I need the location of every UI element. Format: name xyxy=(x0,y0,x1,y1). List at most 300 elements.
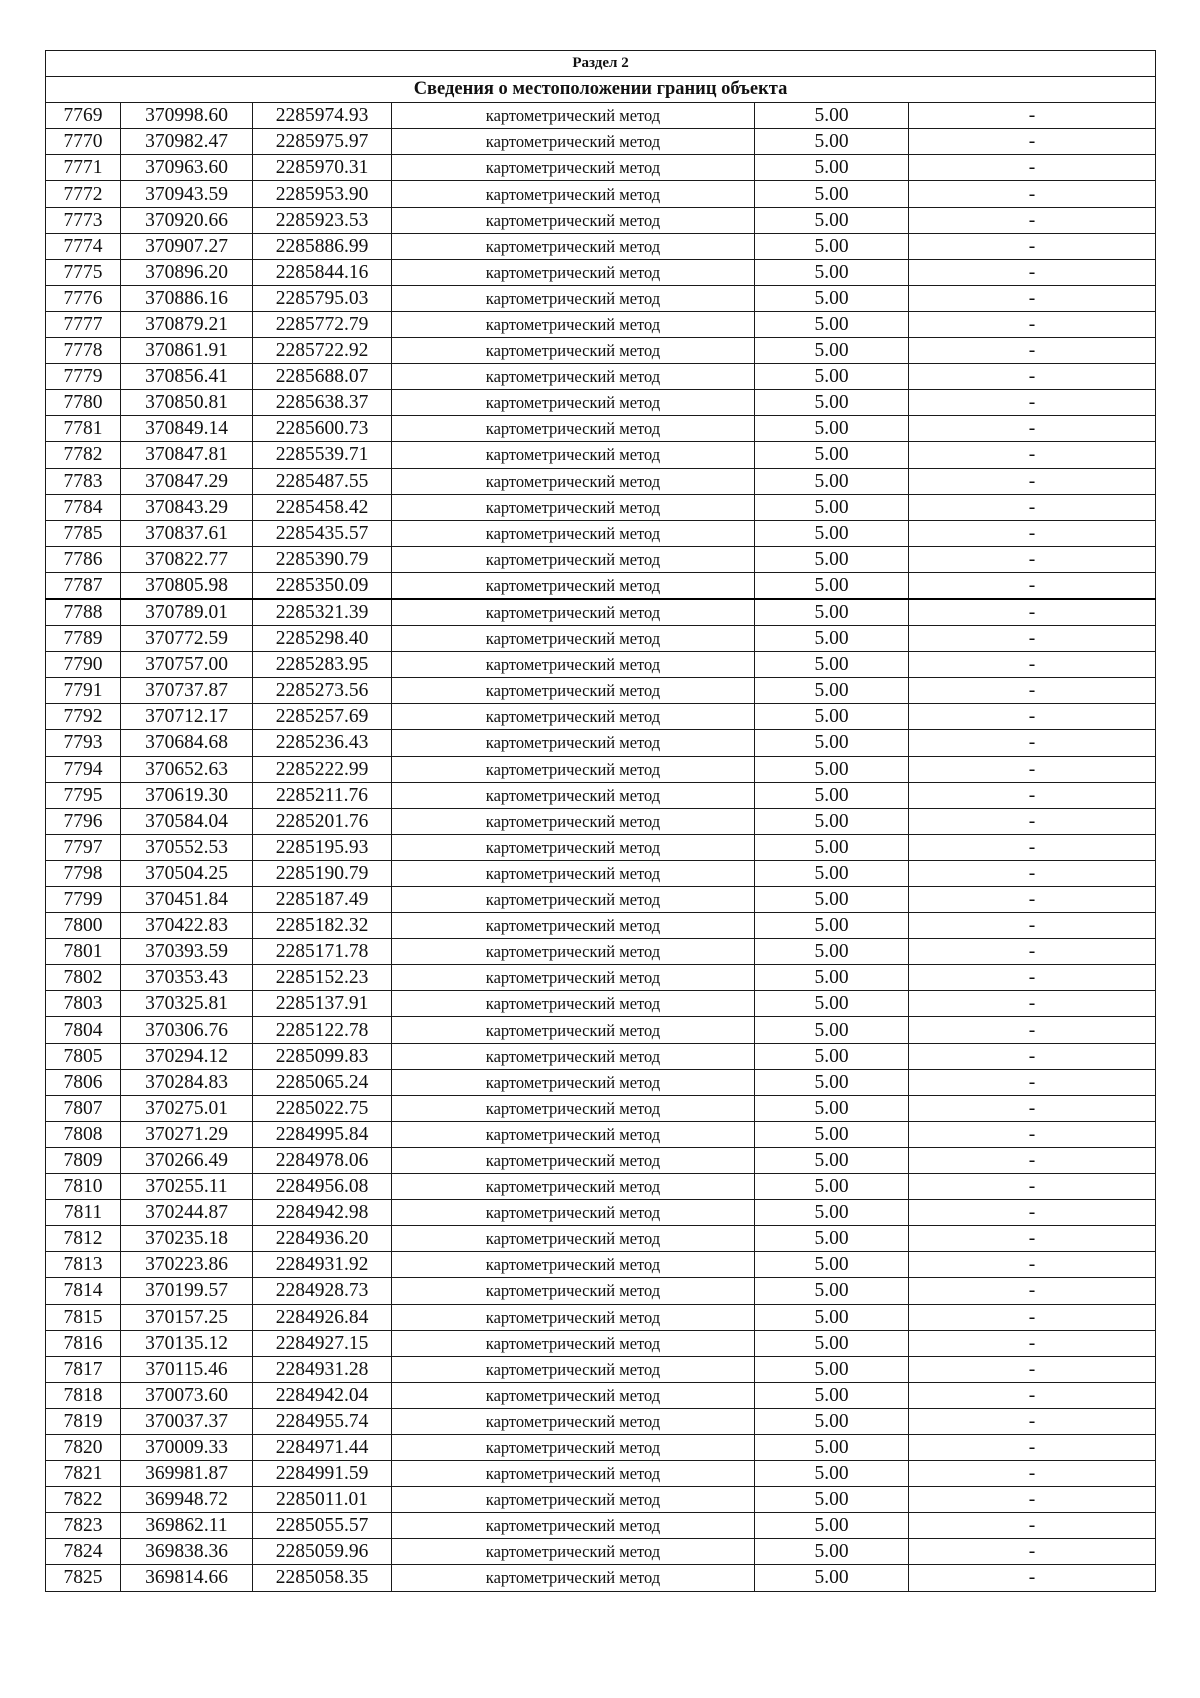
accuracy-cell: 5.00 xyxy=(755,442,909,468)
note-cell: - xyxy=(909,1461,1156,1487)
method-cell: картометрический метод xyxy=(392,494,755,520)
x-coordinate-cell: 370135.12 xyxy=(121,1330,253,1356)
x-coordinate-cell: 370684.68 xyxy=(121,730,253,756)
accuracy-cell: 5.00 xyxy=(755,1278,909,1304)
x-coordinate-cell: 370847.81 xyxy=(121,442,253,468)
accuracy-cell: 5.00 xyxy=(755,808,909,834)
method-cell: картометрический метод xyxy=(392,1539,755,1565)
x-coordinate-cell: 369948.72 xyxy=(121,1487,253,1513)
point-number-cell: 7808 xyxy=(46,1121,121,1147)
x-coordinate-cell: 370325.81 xyxy=(121,991,253,1017)
method-cell: картометрический метод xyxy=(392,782,755,808)
note-cell: - xyxy=(909,416,1156,442)
note-cell: - xyxy=(909,782,1156,808)
x-coordinate-cell: 370009.33 xyxy=(121,1434,253,1460)
note-cell: - xyxy=(909,652,1156,678)
method-cell: картометрический метод xyxy=(392,860,755,886)
method-cell: картометрический метод xyxy=(392,468,755,494)
accuracy-cell: 5.00 xyxy=(755,887,909,913)
accuracy-cell: 5.00 xyxy=(755,626,909,652)
table-row xyxy=(46,756,1156,782)
note-cell: - xyxy=(909,520,1156,546)
table-row xyxy=(46,887,1156,913)
accuracy-cell: 5.00 xyxy=(755,364,909,390)
accuracy-cell: 5.00 xyxy=(755,181,909,207)
method-cell: картометрический метод xyxy=(392,129,755,155)
accuracy-cell: 5.00 xyxy=(755,494,909,520)
accuracy-cell: 5.00 xyxy=(755,1356,909,1382)
point-number-cell: 7772 xyxy=(46,181,121,207)
x-coordinate-cell: 370353.43 xyxy=(121,965,253,991)
point-number-cell: 7818 xyxy=(46,1382,121,1408)
accuracy-cell: 5.00 xyxy=(755,1330,909,1356)
note-cell: - xyxy=(909,390,1156,416)
accuracy-cell: 5.00 xyxy=(755,1121,909,1147)
accuracy-cell: 5.00 xyxy=(755,1043,909,1069)
note-cell: - xyxy=(909,887,1156,913)
section-header-row xyxy=(46,51,1156,77)
accuracy-cell: 5.00 xyxy=(755,129,909,155)
y-coordinate-cell: 2285539.71 xyxy=(253,442,392,468)
x-coordinate-cell: 370199.57 xyxy=(121,1278,253,1304)
x-coordinate-cell: 370822.77 xyxy=(121,546,253,572)
note-cell: - xyxy=(909,468,1156,494)
accuracy-cell: 5.00 xyxy=(755,704,909,730)
table-row xyxy=(46,1017,1156,1043)
y-coordinate-cell: 2285600.73 xyxy=(253,416,392,442)
point-number-cell: 7819 xyxy=(46,1408,121,1434)
accuracy-cell: 5.00 xyxy=(755,965,909,991)
method-cell: картометрический метод xyxy=(392,1513,755,1539)
x-coordinate-cell: 370552.53 xyxy=(121,834,253,860)
note-cell: - xyxy=(909,860,1156,886)
accuracy-cell: 5.00 xyxy=(755,233,909,259)
table-row xyxy=(46,364,1156,390)
y-coordinate-cell: 2285152.23 xyxy=(253,965,392,991)
y-coordinate-cell: 2285975.97 xyxy=(253,129,392,155)
note-cell: - xyxy=(909,756,1156,782)
point-number-cell: 7802 xyxy=(46,965,121,991)
note-cell: - xyxy=(909,678,1156,704)
y-coordinate-cell: 2285273.56 xyxy=(253,678,392,704)
x-coordinate-cell: 370115.46 xyxy=(121,1356,253,1382)
y-coordinate-cell: 2285390.79 xyxy=(253,546,392,572)
y-coordinate-cell: 2285195.93 xyxy=(253,834,392,860)
y-coordinate-cell: 2285795.03 xyxy=(253,285,392,311)
y-coordinate-cell: 2285458.42 xyxy=(253,494,392,520)
note-cell: - xyxy=(909,207,1156,233)
table-row xyxy=(46,599,1156,626)
x-coordinate-cell: 370847.29 xyxy=(121,468,253,494)
x-coordinate-cell: 370294.12 xyxy=(121,1043,253,1069)
x-coordinate-cell: 370266.49 xyxy=(121,1147,253,1173)
y-coordinate-cell: 2285055.57 xyxy=(253,1513,392,1539)
method-cell: картометрический метод xyxy=(392,338,755,364)
y-coordinate-cell: 2285122.78 xyxy=(253,1017,392,1043)
method-cell: картометрический метод xyxy=(392,390,755,416)
y-coordinate-cell: 2285844.16 xyxy=(253,259,392,285)
table-row xyxy=(46,311,1156,337)
point-number-cell: 7825 xyxy=(46,1565,121,1591)
note-cell: - xyxy=(909,913,1156,939)
accuracy-cell: 5.00 xyxy=(755,939,909,965)
method-cell: картометрический метод xyxy=(392,626,755,652)
y-coordinate-cell: 2285974.93 xyxy=(253,103,392,129)
note-cell: - xyxy=(909,808,1156,834)
x-coordinate-cell: 370896.20 xyxy=(121,259,253,285)
method-cell: картометрический метод xyxy=(392,1408,755,1434)
table-row xyxy=(46,1069,1156,1095)
table-row xyxy=(46,285,1156,311)
method-cell: картометрический метод xyxy=(392,1043,755,1069)
note-cell: - xyxy=(909,1513,1156,1539)
method-cell: картометрический метод xyxy=(392,311,755,337)
x-coordinate-cell: 370306.76 xyxy=(121,1017,253,1043)
method-cell: картометрический метод xyxy=(392,756,755,782)
point-number-cell: 7796 xyxy=(46,808,121,834)
note-cell: - xyxy=(909,259,1156,285)
note-cell: - xyxy=(909,233,1156,259)
x-coordinate-cell: 370393.59 xyxy=(121,939,253,965)
x-coordinate-cell: 369981.87 xyxy=(121,1461,253,1487)
method-cell: картометрический метод xyxy=(392,207,755,233)
x-coordinate-cell: 369838.36 xyxy=(121,1539,253,1565)
accuracy-cell: 5.00 xyxy=(755,1408,909,1434)
table-row xyxy=(46,1513,1156,1539)
y-coordinate-cell: 2284991.59 xyxy=(253,1461,392,1487)
point-number-cell: 7812 xyxy=(46,1226,121,1252)
y-coordinate-cell: 2284936.20 xyxy=(253,1226,392,1252)
x-coordinate-cell: 370837.61 xyxy=(121,520,253,546)
accuracy-cell: 5.00 xyxy=(755,678,909,704)
y-coordinate-cell: 2285182.32 xyxy=(253,913,392,939)
method-cell: картометрический метод xyxy=(392,834,755,860)
point-number-cell: 7780 xyxy=(46,390,121,416)
x-coordinate-cell: 370073.60 xyxy=(121,1382,253,1408)
method-cell: картометрический метод xyxy=(392,1330,755,1356)
accuracy-cell: 5.00 xyxy=(755,913,909,939)
table-row xyxy=(46,704,1156,730)
note-cell: - xyxy=(909,704,1156,730)
note-cell: - xyxy=(909,626,1156,652)
table-row xyxy=(46,808,1156,834)
y-coordinate-cell: 2285022.75 xyxy=(253,1095,392,1121)
x-coordinate-cell: 370943.59 xyxy=(121,181,253,207)
x-coordinate-cell: 370737.87 xyxy=(121,678,253,704)
note-cell: - xyxy=(909,1408,1156,1434)
x-coordinate-cell: 370652.63 xyxy=(121,756,253,782)
y-coordinate-cell: 2284971.44 xyxy=(253,1434,392,1460)
accuracy-cell: 5.00 xyxy=(755,1147,909,1173)
x-coordinate-cell: 370998.60 xyxy=(121,103,253,129)
note-cell: - xyxy=(909,939,1156,965)
point-number-cell: 7816 xyxy=(46,1330,121,1356)
accuracy-cell: 5.00 xyxy=(755,756,909,782)
accuracy-cell: 5.00 xyxy=(755,338,909,364)
y-coordinate-cell: 2285059.96 xyxy=(253,1539,392,1565)
point-number-cell: 7787 xyxy=(46,572,121,599)
note-cell: - xyxy=(909,1095,1156,1121)
x-coordinate-cell: 370856.41 xyxy=(121,364,253,390)
x-coordinate-cell: 370886.16 xyxy=(121,285,253,311)
x-coordinate-cell: 370235.18 xyxy=(121,1226,253,1252)
note-cell: - xyxy=(909,1434,1156,1460)
accuracy-cell: 5.00 xyxy=(755,468,909,494)
note-cell: - xyxy=(909,572,1156,599)
note-cell: - xyxy=(909,1356,1156,1382)
point-number-cell: 7786 xyxy=(46,546,121,572)
point-number-cell: 7820 xyxy=(46,1434,121,1460)
method-cell: картометрический метод xyxy=(392,1147,755,1173)
accuracy-cell: 5.00 xyxy=(755,546,909,572)
point-number-cell: 7793 xyxy=(46,730,121,756)
table-row xyxy=(46,546,1156,572)
method-cell: картометрический метод xyxy=(392,704,755,730)
table-row xyxy=(46,1252,1156,1278)
table-row xyxy=(46,1382,1156,1408)
table-row xyxy=(46,652,1156,678)
note-cell: - xyxy=(909,1278,1156,1304)
accuracy-cell: 5.00 xyxy=(755,860,909,886)
y-coordinate-cell: 2285487.55 xyxy=(253,468,392,494)
method-cell: картометрический метод xyxy=(392,965,755,991)
point-number-cell: 7784 xyxy=(46,494,121,520)
point-number-cell: 7814 xyxy=(46,1278,121,1304)
method-cell: картометрический метод xyxy=(392,1200,755,1226)
table-row xyxy=(46,1461,1156,1487)
point-number-cell: 7821 xyxy=(46,1461,121,1487)
x-coordinate-cell: 370244.87 xyxy=(121,1200,253,1226)
table-row xyxy=(46,1200,1156,1226)
accuracy-cell: 5.00 xyxy=(755,285,909,311)
accuracy-cell: 5.00 xyxy=(755,1487,909,1513)
point-number-cell: 7770 xyxy=(46,129,121,155)
y-coordinate-cell: 2285211.76 xyxy=(253,782,392,808)
x-coordinate-cell: 370772.59 xyxy=(121,626,253,652)
method-cell: картометрический метод xyxy=(392,1017,755,1043)
method-cell: картометрический метод xyxy=(392,1174,755,1200)
note-cell: - xyxy=(909,1147,1156,1173)
y-coordinate-cell: 2284942.04 xyxy=(253,1382,392,1408)
table-row xyxy=(46,468,1156,494)
method-cell: картометрический метод xyxy=(392,678,755,704)
y-coordinate-cell: 2284995.84 xyxy=(253,1121,392,1147)
table-row xyxy=(46,1174,1156,1200)
note-cell: - xyxy=(909,129,1156,155)
point-number-cell: 7789 xyxy=(46,626,121,652)
note-cell: - xyxy=(909,834,1156,860)
x-coordinate-cell: 370619.30 xyxy=(121,782,253,808)
method-cell: картометрический метод xyxy=(392,1252,755,1278)
table-row xyxy=(46,155,1156,181)
x-coordinate-cell: 370789.01 xyxy=(121,599,253,626)
point-number-cell: 7782 xyxy=(46,442,121,468)
point-number-cell: 7794 xyxy=(46,756,121,782)
x-coordinate-cell: 370422.83 xyxy=(121,913,253,939)
method-cell: картометрический метод xyxy=(392,808,755,834)
note-cell: - xyxy=(909,1069,1156,1095)
point-number-cell: 7805 xyxy=(46,1043,121,1069)
x-coordinate-cell: 369814.66 xyxy=(121,1565,253,1591)
table-row xyxy=(46,939,1156,965)
accuracy-cell: 5.00 xyxy=(755,416,909,442)
note-cell: - xyxy=(909,155,1156,181)
accuracy-cell: 5.00 xyxy=(755,1539,909,1565)
y-coordinate-cell: 2285222.99 xyxy=(253,756,392,782)
accuracy-cell: 5.00 xyxy=(755,390,909,416)
y-coordinate-cell: 2285722.92 xyxy=(253,338,392,364)
note-cell: - xyxy=(909,1330,1156,1356)
note-cell: - xyxy=(909,1565,1156,1591)
x-coordinate-cell: 370861.91 xyxy=(121,338,253,364)
table-row xyxy=(46,991,1156,1017)
x-coordinate-cell: 370849.14 xyxy=(121,416,253,442)
x-coordinate-cell: 370982.47 xyxy=(121,129,253,155)
table-row xyxy=(46,1565,1156,1591)
y-coordinate-cell: 2285321.39 xyxy=(253,599,392,626)
note-cell: - xyxy=(909,991,1156,1017)
x-coordinate-cell: 370805.98 xyxy=(121,572,253,599)
table-row xyxy=(46,129,1156,155)
table-row xyxy=(46,678,1156,704)
table-row xyxy=(46,1121,1156,1147)
y-coordinate-cell: 2285011.01 xyxy=(253,1487,392,1513)
point-number-cell: 7799 xyxy=(46,887,121,913)
point-number-cell: 7788 xyxy=(46,599,121,626)
method-cell: картометрический метод xyxy=(392,1382,755,1408)
accuracy-cell: 5.00 xyxy=(755,652,909,678)
point-number-cell: 7771 xyxy=(46,155,121,181)
note-cell: - xyxy=(909,494,1156,520)
method-cell: картометрический метод xyxy=(392,572,755,599)
x-coordinate-cell: 370879.21 xyxy=(121,311,253,337)
table-row xyxy=(46,103,1156,129)
x-coordinate-cell: 370712.17 xyxy=(121,704,253,730)
y-coordinate-cell: 2284931.92 xyxy=(253,1252,392,1278)
point-number-cell: 7797 xyxy=(46,834,121,860)
table-row xyxy=(46,1043,1156,1069)
table-row xyxy=(46,1095,1156,1121)
point-number-cell: 7785 xyxy=(46,520,121,546)
point-number-cell: 7774 xyxy=(46,233,121,259)
y-coordinate-cell: 2285171.78 xyxy=(253,939,392,965)
accuracy-cell: 5.00 xyxy=(755,1513,909,1539)
x-coordinate-cell: 370850.81 xyxy=(121,390,253,416)
x-coordinate-cell: 370584.04 xyxy=(121,808,253,834)
point-number-cell: 7804 xyxy=(46,1017,121,1043)
table-row xyxy=(46,494,1156,520)
section-label: Раздел 2 xyxy=(46,51,1156,77)
y-coordinate-cell: 2285953.90 xyxy=(253,181,392,207)
method-cell: картометрический метод xyxy=(392,546,755,572)
note-cell: - xyxy=(909,103,1156,129)
y-coordinate-cell: 2284926.84 xyxy=(253,1304,392,1330)
x-coordinate-cell: 370275.01 xyxy=(121,1095,253,1121)
method-cell: картометрический метод xyxy=(392,1069,755,1095)
y-coordinate-cell: 2285772.79 xyxy=(253,311,392,337)
y-coordinate-cell: 2285688.07 xyxy=(253,364,392,390)
accuracy-cell: 5.00 xyxy=(755,1095,909,1121)
method-cell: картометрический метод xyxy=(392,1434,755,1460)
note-cell: - xyxy=(909,1200,1156,1226)
point-number-cell: 7807 xyxy=(46,1095,121,1121)
table-row xyxy=(46,207,1156,233)
y-coordinate-cell: 2285886.99 xyxy=(253,233,392,259)
note-cell: - xyxy=(909,1304,1156,1330)
point-number-cell: 7813 xyxy=(46,1252,121,1278)
table-row xyxy=(46,834,1156,860)
y-coordinate-cell: 2284956.08 xyxy=(253,1174,392,1200)
accuracy-cell: 5.00 xyxy=(755,991,909,1017)
y-coordinate-cell: 2285435.57 xyxy=(253,520,392,546)
method-cell: картометрический метод xyxy=(392,730,755,756)
table-row xyxy=(46,181,1156,207)
y-coordinate-cell: 2285058.35 xyxy=(253,1565,392,1591)
accuracy-cell: 5.00 xyxy=(755,1017,909,1043)
y-coordinate-cell: 2285283.95 xyxy=(253,652,392,678)
method-cell: картометрический метод xyxy=(392,991,755,1017)
y-coordinate-cell: 2284928.73 xyxy=(253,1278,392,1304)
accuracy-cell: 5.00 xyxy=(755,599,909,626)
x-coordinate-cell: 370255.11 xyxy=(121,1174,253,1200)
point-number-cell: 7795 xyxy=(46,782,121,808)
table-row xyxy=(46,233,1156,259)
table-row xyxy=(46,730,1156,756)
y-coordinate-cell: 2285350.09 xyxy=(253,572,392,599)
x-coordinate-cell: 370223.86 xyxy=(121,1252,253,1278)
y-coordinate-cell: 2284931.28 xyxy=(253,1356,392,1382)
point-number-cell: 7811 xyxy=(46,1200,121,1226)
method-cell: картометрический метод xyxy=(392,364,755,390)
method-cell: картометрический метод xyxy=(392,233,755,259)
y-coordinate-cell: 2285065.24 xyxy=(253,1069,392,1095)
x-coordinate-cell: 369862.11 xyxy=(121,1513,253,1539)
method-cell: картометрический метод xyxy=(392,416,755,442)
point-number-cell: 7778 xyxy=(46,338,121,364)
accuracy-cell: 5.00 xyxy=(755,520,909,546)
x-coordinate-cell: 370037.37 xyxy=(121,1408,253,1434)
y-coordinate-cell: 2285638.37 xyxy=(253,390,392,416)
y-coordinate-cell: 2285137.91 xyxy=(253,991,392,1017)
point-number-cell: 7815 xyxy=(46,1304,121,1330)
note-cell: - xyxy=(909,1487,1156,1513)
note-cell: - xyxy=(909,311,1156,337)
method-cell: картометрический метод xyxy=(392,599,755,626)
note-cell: - xyxy=(909,364,1156,390)
table-row xyxy=(46,338,1156,364)
table-row xyxy=(46,1226,1156,1252)
point-number-cell: 7817 xyxy=(46,1356,121,1382)
x-coordinate-cell: 370504.25 xyxy=(121,860,253,886)
y-coordinate-cell: 2285257.69 xyxy=(253,704,392,730)
method-cell: картометрический метод xyxy=(392,520,755,546)
method-cell: картометрический метод xyxy=(392,181,755,207)
method-cell: картометрический метод xyxy=(392,442,755,468)
accuracy-cell: 5.00 xyxy=(755,730,909,756)
y-coordinate-cell: 2285201.76 xyxy=(253,808,392,834)
table-row xyxy=(46,390,1156,416)
table-row xyxy=(46,1408,1156,1434)
accuracy-cell: 5.00 xyxy=(755,1434,909,1460)
method-cell: картометрический метод xyxy=(392,1304,755,1330)
point-number-cell: 7790 xyxy=(46,652,121,678)
table-row xyxy=(46,1434,1156,1460)
table-row xyxy=(46,572,1156,599)
table-row xyxy=(46,416,1156,442)
accuracy-cell: 5.00 xyxy=(755,1200,909,1226)
point-number-cell: 7801 xyxy=(46,939,121,965)
point-number-cell: 7824 xyxy=(46,1539,121,1565)
